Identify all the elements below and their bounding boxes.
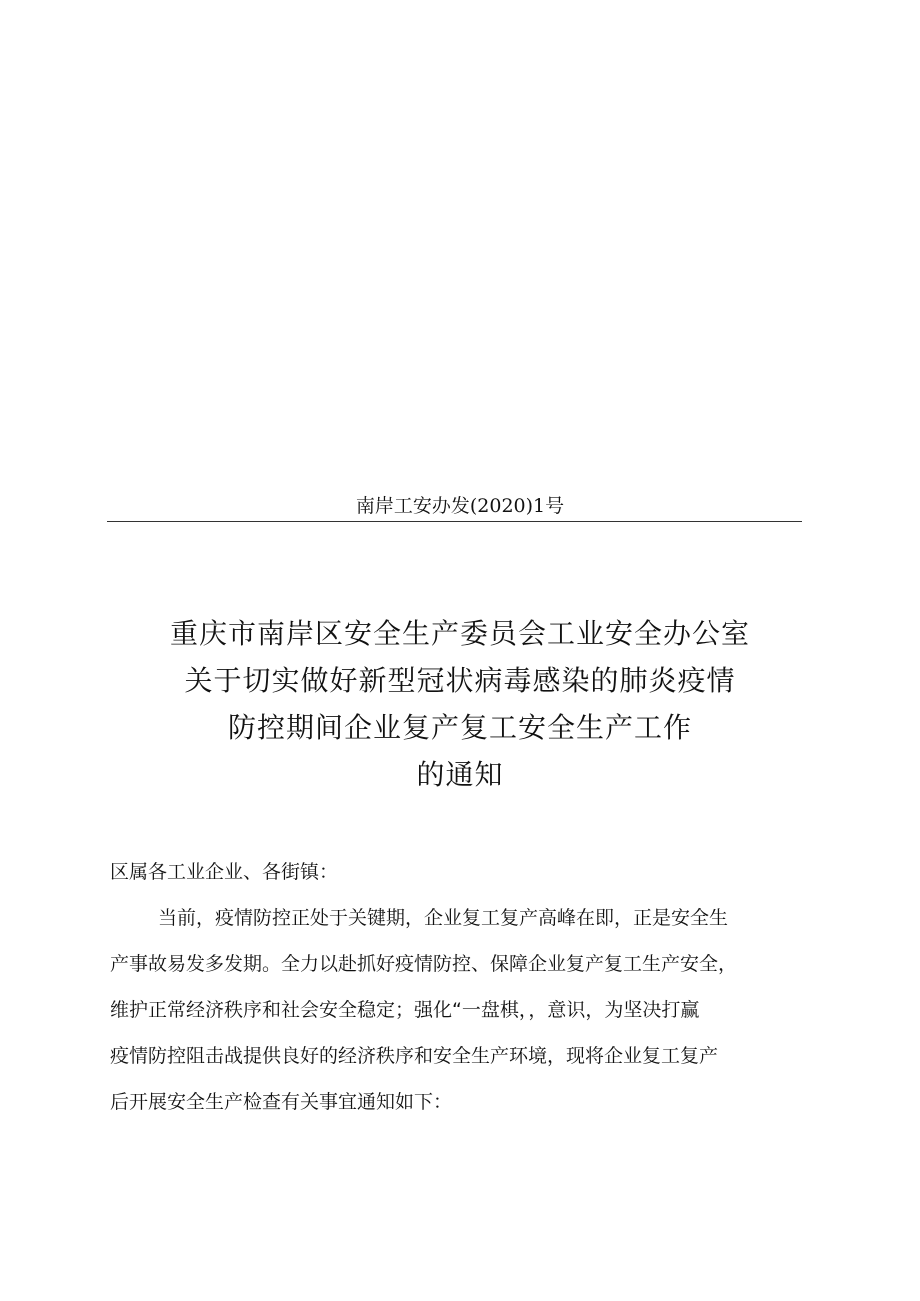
salutation: 区属各工业企业、各街镇：: [110, 861, 339, 883]
body-line-5: 后开展安全生产检查有关事宜通知如下：: [110, 1091, 453, 1113]
document-number: 南岸工安办发(2020)1号: [355, 495, 565, 517]
title-line-4: 的通知: [416, 758, 504, 791]
header-divider: [107, 521, 802, 522]
body-line-1: 当前，疫情防控正处于关键期，企业复工复产高峰在即，正是安全生: [158, 907, 729, 929]
body-line-3: 维护正常经济秩序和社会安全稳定；强化“一盘棋，，意识，为坚决打赢: [110, 999, 700, 1021]
title-line-2: 关于切实做好新型冠状病毒感染的肺炎疫情: [184, 664, 736, 697]
title-line-1: 重庆市南岸区安全生产委员会工业安全办公室: [169, 617, 750, 650]
body-line-4: 疫情防控阻击战提供良好的经济秩序和安全生产环境，现将企业复工复产: [110, 1045, 719, 1067]
body-line-2: 产事故易发多发期。全力以赴抓好疫情防控、保障企业复产复工生产安全，: [110, 953, 738, 975]
title-line-3: 防控期间企业复产复工安全生产工作: [227, 711, 692, 744]
document-title: [0, 610, 920, 798]
